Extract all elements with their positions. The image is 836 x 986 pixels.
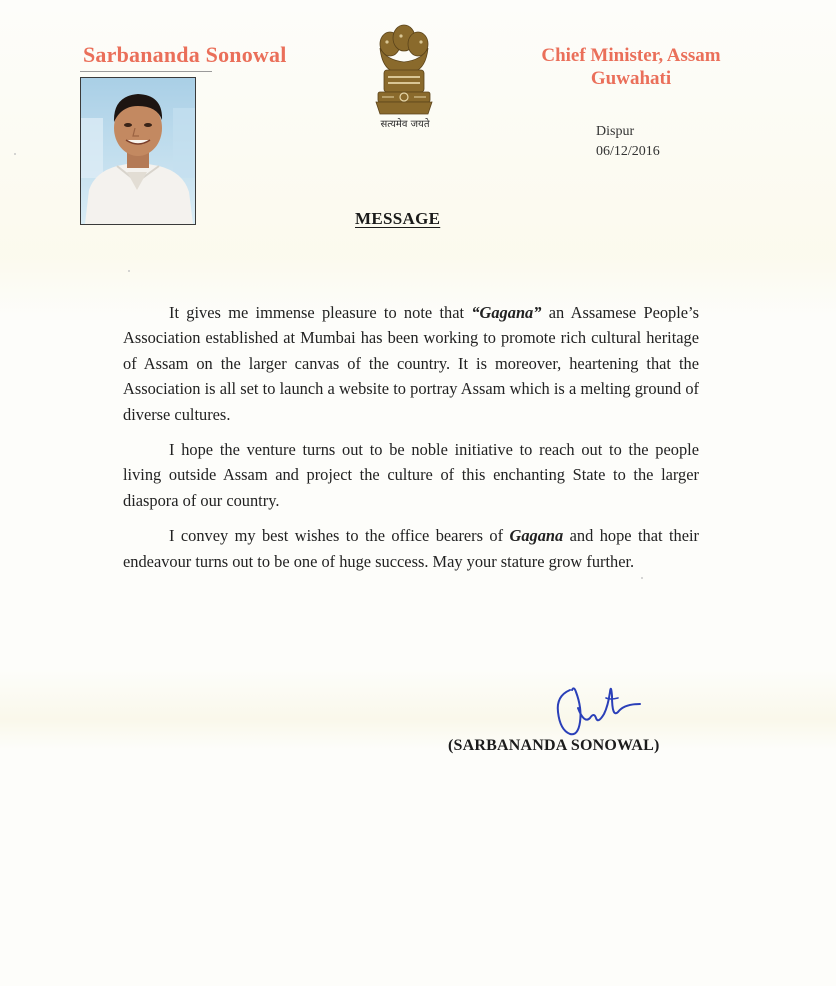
message-paragraph-3 <box>123 523 699 574</box>
paragraph-text: an Assamese People’s Association established at Mumbai has been working to promote rich cultural heritage of Assam on the larger canvas of the country. It is moreover, heartening that the Association is all set to launch a website to portray Assam which is a melting ground of diverse cultures. <box>123 303 699 424</box>
office-city-line: Guwahati <box>590 68 672 89</box>
paragraph-text: It gives me immense pleasure to note that <box>169 303 472 322</box>
paragraph-text: I convey my best wishes to the office bearers of <box>169 526 510 546</box>
paper-speck <box>128 270 130 272</box>
message-paragraph-1 <box>123 300 699 427</box>
dateline-place: Dispur <box>596 124 635 139</box>
dateline <box>596 122 660 162</box>
handwritten-signature <box>548 678 648 738</box>
letterhead-name: Sarbananda Sonowal <box>83 42 287 67</box>
office-title-line: Chief Minister, Assam <box>541 45 721 66</box>
letterhead-office <box>512 44 750 90</box>
association-name: Gagana <box>509 526 564 546</box>
message-paragraph-2: I hope the venture turns out to be noble initiative to reach out to the people living outside Assam and project the culture of this enchanting State to the larger diaspora of our country. <box>123 440 699 510</box>
portrait-photo <box>80 77 196 225</box>
association-name: “Gagana” <box>471 303 542 322</box>
paragraph-text: and hope that their endeavour turns out to be one of huge success. May your stature grow further. <box>123 526 699 571</box>
emblem-motto: सत्यमेव जयते <box>380 119 430 130</box>
paper-speck <box>14 153 16 155</box>
dateline-date: 06/12/2016 <box>596 144 660 159</box>
signatory-name: (SARBANANDA SONOWAL) <box>448 737 660 754</box>
letterhead-name-rule <box>80 71 212 72</box>
national-emblem-icon <box>368 22 440 118</box>
message-heading: MESSAGE <box>355 209 441 228</box>
message-body <box>123 300 699 584</box>
